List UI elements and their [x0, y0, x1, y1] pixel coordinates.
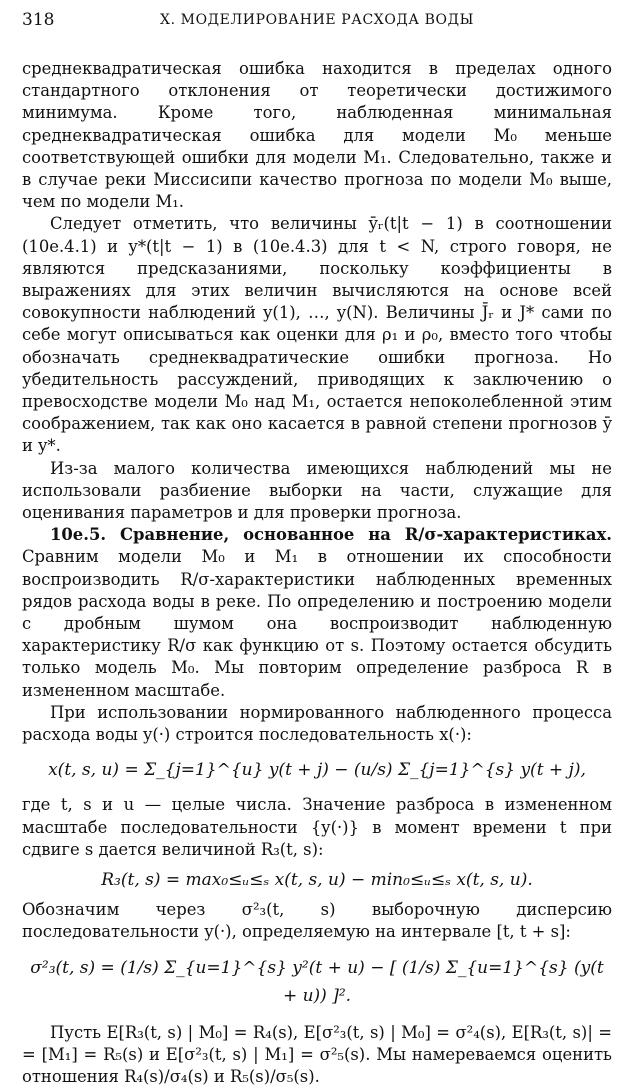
formula-rescaled-range: R₃(t, s) = max₀≤ᵤ≤ₛ x(t, s, u) − min₀≤ᵤ≤ₛ x(t, s, u).	[101, 869, 533, 890]
page-body	[22, 58, 612, 1088]
paragraph-continuation: среднеквадратическая ошибка находится в пределах одного стандартного отклонения от теоретически достижимого минимума. Кроме того, наблюденная минимальная среднеквадратическая ошибка для модели M₀ меньше соответствующей ошибки для модели M₁. Следовательно, также и в случае реки Миссисипи качество прогноза по модели M₀ выше, чем по модели M₁.	[22, 59, 612, 212]
page-header	[22, 10, 612, 34]
section-heading: 10e.5. Сравнение, основанное на R/σ-характеристиках.	[50, 525, 612, 545]
formula-sample-variance: σ²₃(t, s) = (1/s) Σ_{u=1}^{s} y²(t + u) − [ (1/s) Σ_{u=1}^{s} (y(t + u)) ]².	[30, 957, 604, 1006]
paragraph-note: Следует отметить, что величины ȳᵣ(t|t − 1) в соотношении (10e.4.1) и y*(t|t − 1) в (10e.4.3) для t < N, строго говоря, не являются предсказаниями, поскольку коэффициенты в выражениях для этих величин вычисляются на основе всей совокупности наблюдений y(1), …, y(N). Величины J̄ᵣ и J* сами по себе могут описываться как оценки для ρ₁ и ρ₀, вместо того чтобы обозначать среднеквадратические ошибки прогноза. Но убедительность рассуждений, приводящих к заключению о превосходстве модели M₀ над M₁, остается непоколебленной этим соображением, так как оно касается в равной степени прогнозов ȳ и y*.	[22, 214, 612, 456]
section-paragraph	[22, 524, 612, 702]
formula-x-sequence: x(t, s, u) = Σ_{j=1}^{u} y(t + j) − (u/s) Σ_{j=1}^{s} y(t + j),	[48, 760, 586, 781]
paragraph-final: Пусть E[R₃(t, s) | M₀] = R₄(s), E[σ²₃(t, s) | M₀] = σ²₄(s), E[R₃(t, s)| = = [M₁] = R₅(s) и E[σ²₃(t, s) | M₁] = σ²₅(s). Мы намереваемся оценить отношения R₄(s)/σ₄(s) и R₅(s)/σ₅(s).	[22, 1022, 612, 1086]
section-text: Сравним модели M₀ и M₁ в отношении их способности воспроизводить R/σ-характеристики наблюденных временных рядов расхода воды в реке. По определению и построению модели с дробным шумом она воспроизводит наблюденную характеристику R/σ как функцию от s. Поэтому остается обсудить только модель M₀. Мы повторим определение разброса R в измененном масштабе.	[22, 547, 612, 700]
paragraph-process: При использовании нормированного наблюденного процесса расхода воды y(·) строится последовательность x(·):	[22, 702, 612, 745]
paragraph-sample: Из-за малого количества имеющихся наблюдений мы не использовали разбиение выборки на части, служащие для оценивания параметров и для проверки прогноза.	[22, 458, 612, 523]
paragraph-range: где t, s и u — целые числа. Значение разброса в измененном масштабе последовательности {y(·)} в момент времени t при сдвиге s дается величиной R₃(t, s):	[22, 795, 612, 859]
running-title: X. МОДЕЛИРОВАНИЕ РАСХОДА ВОДЫ	[160, 12, 474, 28]
page-number: 318	[22, 10, 55, 30]
paragraph-variance: Обозначим через σ²₃(t, s) выборочную дисперсию последовательности y(·), определяемую на интервале [t, t + s]:	[22, 900, 612, 942]
